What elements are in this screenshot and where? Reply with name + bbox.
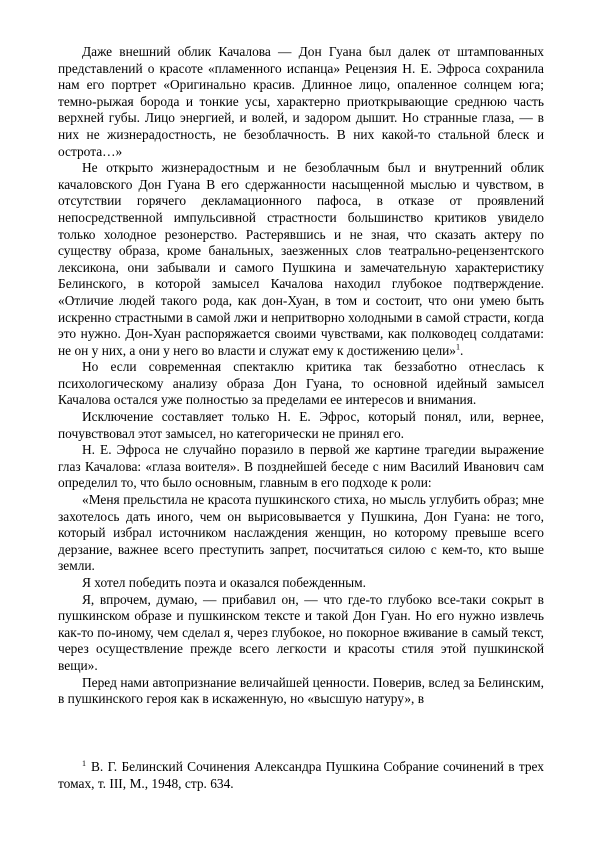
paragraph-2: Не открыто жизнерадостным и не безоблачным был и внутренний облик качаловского Дон Гуана В его сдержанности насыщенной мыслью и чувством, в отсутствии горячего декламационного пафоса, в отказе от проявлений непосредственной импульсивной страстности большинство критиков увидело только холодное резонерство. Растерявшись и не зная, что сказать актеру по существу образа, кроме банальных, заезженных слов театрально-рецензентского лексикона, они забывали и самого Пушкина и замечательную характеристику Белинского, в которой замысел Качалова находил глубокое подтверждение. «Отличие людей такого рода, как дон-Хуан, в том и состоит, что они умею быть искренно страстными в самой лжи и непритворно холодными в самой страсти, когда это нужно. Дон-Хуан распоряжается своими чувствами, как полководец солдатами: не он у них, а они у него во власти и служат ему к достижению цели»$^1$. xyxy=(58,160,544,358)
paragraph-8: Я, впрочем, думаю, — прибавил он, — что где-то глубоко все-таки сокрыт в пушкинском образе и пушкинском тексте и такой Дон Гуан. Но его нужно извлечь как-то по-иному, чем сделал я, через глубокое, но покорное вживание в самый текст, через осуществление прежде всего легкости и красоты стиля этой пушкинской вещи». xyxy=(58,591,544,673)
paragraph-5: Н. Е. Эфроса не случайно поразило в первой же картине трагедии выражение глаз Качалова: «глаза воителя». В позднейшей беседе с ним Василий Иванович сам определил то, что было основным, главным в его подходе к роли: xyxy=(58,442,544,491)
paragraph-6: «Меня прельстила не красота пушкинского стиха, но мысль углубить образ; мне захотелось дать иного, чем он вырисовывается у Пушкина, Дон Гуана: не того, который избрал источником наслаждения женщин, но которому превыше всего дерзание, важнее всего преступить запрет, посчитаться силою с кем-то, кто выше земли. xyxy=(58,492,544,574)
paragraph-3: Но если современная спектаклю критика так беззаботно отнеслась к психологическому анализу образа Дон Гуана, то основной идейный замысел Качалова остался уже полностью за пределами ее интересов и внимания. xyxy=(58,359,544,408)
footnote-text: В. Г. Белинский Сочинения Александра Пушкина Собрание сочинений в трех томах, т. III, М., 1948, стр. 634. xyxy=(58,759,544,791)
paragraph-9: Перед нами автопризнание величайшей ценности. Поверив, вслед за Белинским, в пушкинского героя как в искаженную, но «высшую натуру», в xyxy=(58,674,544,707)
paragraph-1: Даже внешний облик Качалова — Дон Гуана был далек от штампованных представлений о красоте «пламенного испанца» Рецензия Н. Е. Эфроса сохранила нам его портрет «Оригинально красив. Длинное лицо, опаленное солнцем юга; темно-рыжая борода и тонкие усы, характерно приоткрывающие среднюю часть верхней губы. Лицо энергией, и волей, и задором дышит. Но странные глаза, — в них не жизнерадостность, не безоблачность. В них какой-то стальной блеск и острота…» xyxy=(58,44,544,159)
body-text xyxy=(58,44,544,708)
paragraph-2-text: Не открыто жизнерадостным и не безоблачным был и внутренний облик качаловского Дон Гуана В его сдержанности насыщенной мыслью и чувством, в отсутствии горячего декламационного пафоса, в отказе от проявлений непосредственной импульсивной страстности большинство критиков увидело только холодное резонерство. Растерявшись и не зная, что сказать актеру по существу образа, кроме банальных, заезженных слов театрально-рецензентского лексикона, они забывали и самого Пушкина и замечательную характеристику Белинского, в которой замысел Качалова находил глубокое подтверждение. «Отличие людей такого рода, как дон-Хуан, в том и состоит, что они умею быть искренно страстными в самой лжи и непритворно холодными в самой страсти, когда это нужно. Дон-Хуан распоряжается своими чувствами, как полководец солдатами: не он у них, а они у него во власти и служат ему к достижению цели» xyxy=(58,160,544,358)
paragraph-7: Я хотел победить поэта и оказался побежденным. xyxy=(82,575,366,590)
paragraph-4: Исключение составляет только Н. Е. Эфрос, который понял, или, вернее, почувствовал этот замысел, но категорически не принял его. xyxy=(58,409,544,441)
footnote xyxy=(58,758,544,792)
footnote-number: 1 xyxy=(82,758,86,768)
footnote-reference[interactable]: 1 xyxy=(456,342,460,352)
